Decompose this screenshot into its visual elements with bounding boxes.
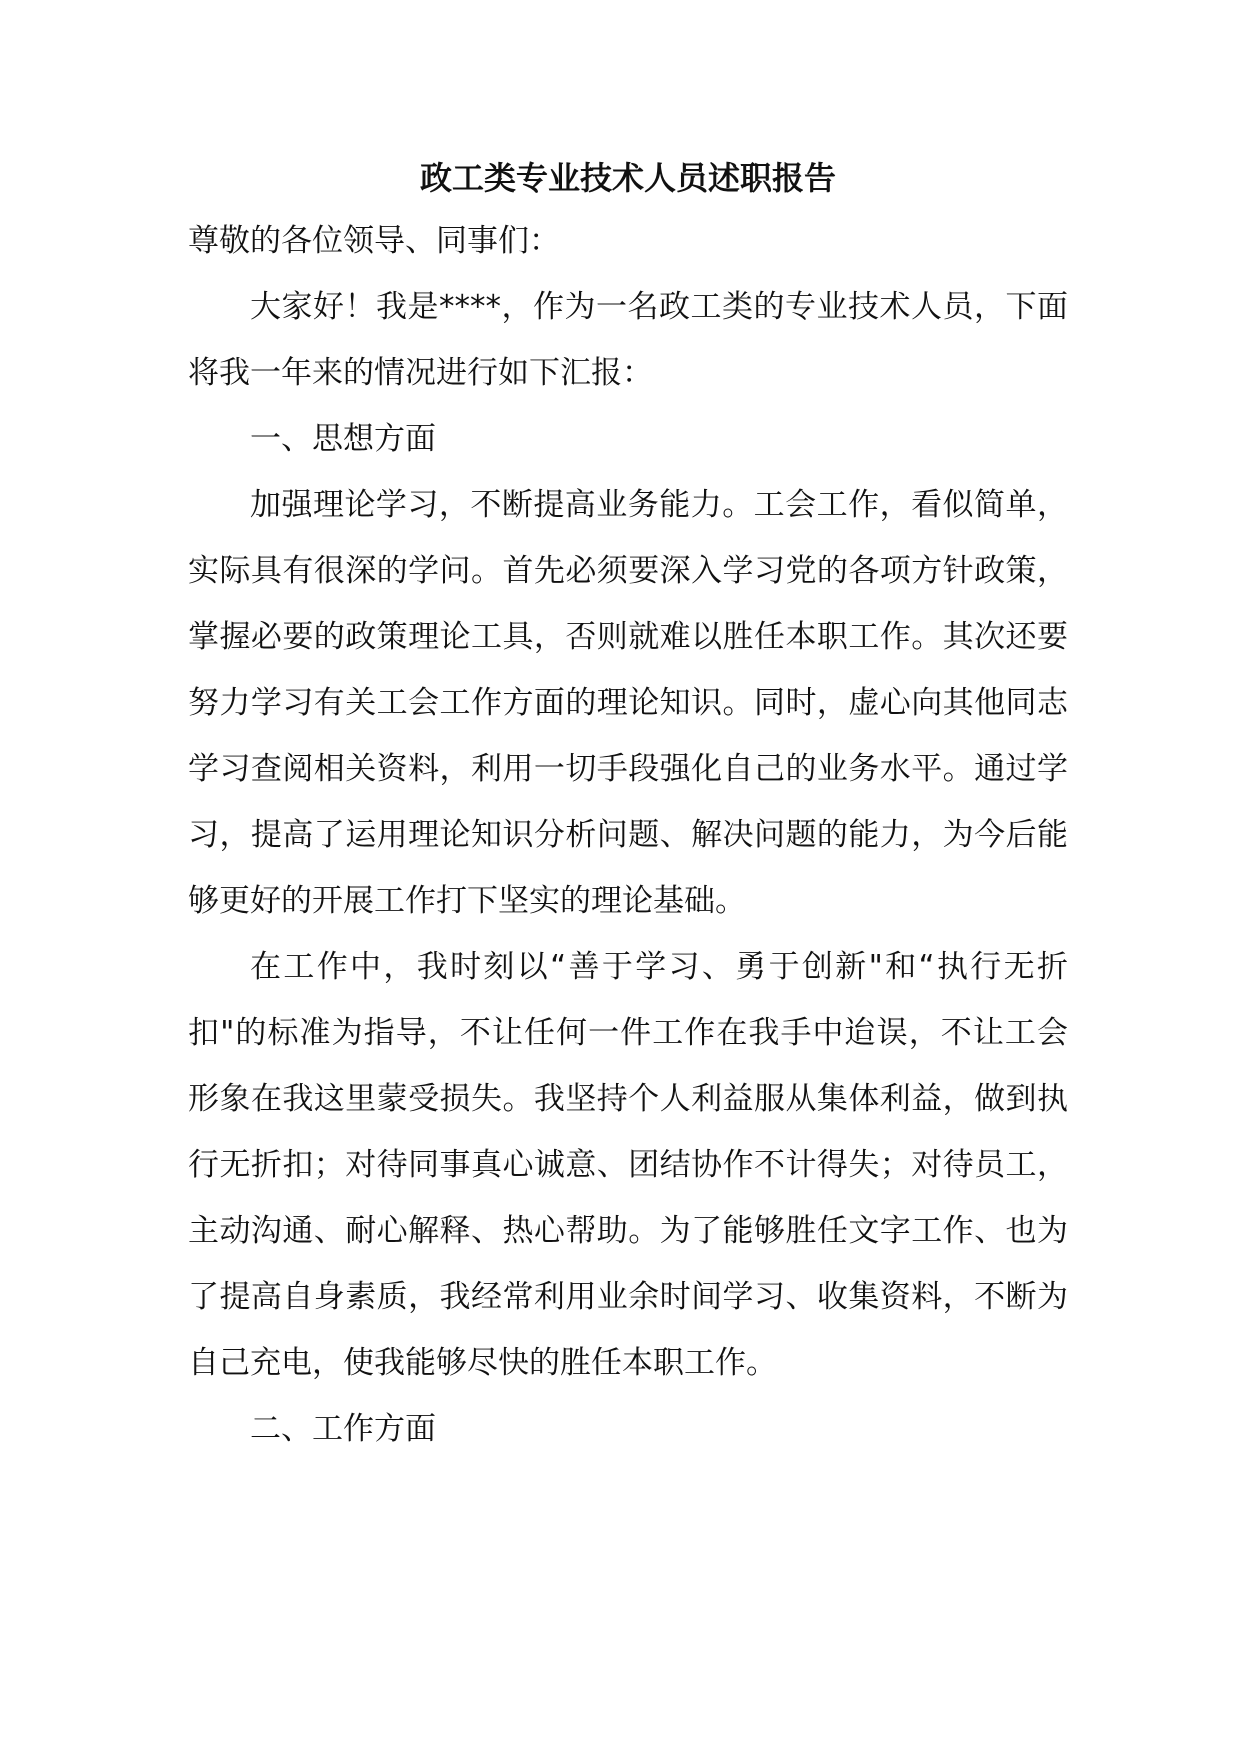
intro-paragraph: 大家好！我是****，作为一名政工类的专业技术人员，下面将我一年来的情况进行如下汇报： <box>188 289 1068 391</box>
section-heading-work: 二、工作方面 <box>250 1411 436 1447</box>
paragraph-work-attitude: 在工作中，我时刻以“善于学习、勇于创新"和“执行无折扣"的标准为指导，不让任何一件工作在我手中迨误，不让工会形象在我这里蒙受损失。我坚持个人利益服从集体利益，做到执行无折扣；对待同事真心诚意、团结协作不计得失；对待员工，主动沟通、耐心解释、热心帮助。为了能够胜任文字工作、也为了提高自身素质，我经常利用业余时间学习、收集资料，不断为自己充电，使我能够尽快的胜任本职工作。 <box>188 949 1068 1381</box>
section-heading-thought: 一、思想方面 <box>250 421 436 457</box>
paragraph-theory-study: 加强理论学习，不断提高业务能力。工会工作，看似简单，实际具有很深的学问。首先必须要深入学习党的各项方针政策，掌握必要的政策理论工具，否则就难以胜任本职工作。其次还要努力学习有关工会工作方面的理论知识。同时，虚心向其他同志学习查阅相关资料，利用一切手段强化自己的业务水平。通过学习，提高了运用理论知识分析问题、解决问题的能力，为今后能够更好的开展工作打下坚实的理论基础。 <box>188 487 1068 919</box>
document-title: 政工类专业技术人员述职报告 <box>419 159 836 197</box>
salutation: 尊敬的各位领导、同事们： <box>188 223 560 259</box>
document-body <box>188 148 1068 1462</box>
